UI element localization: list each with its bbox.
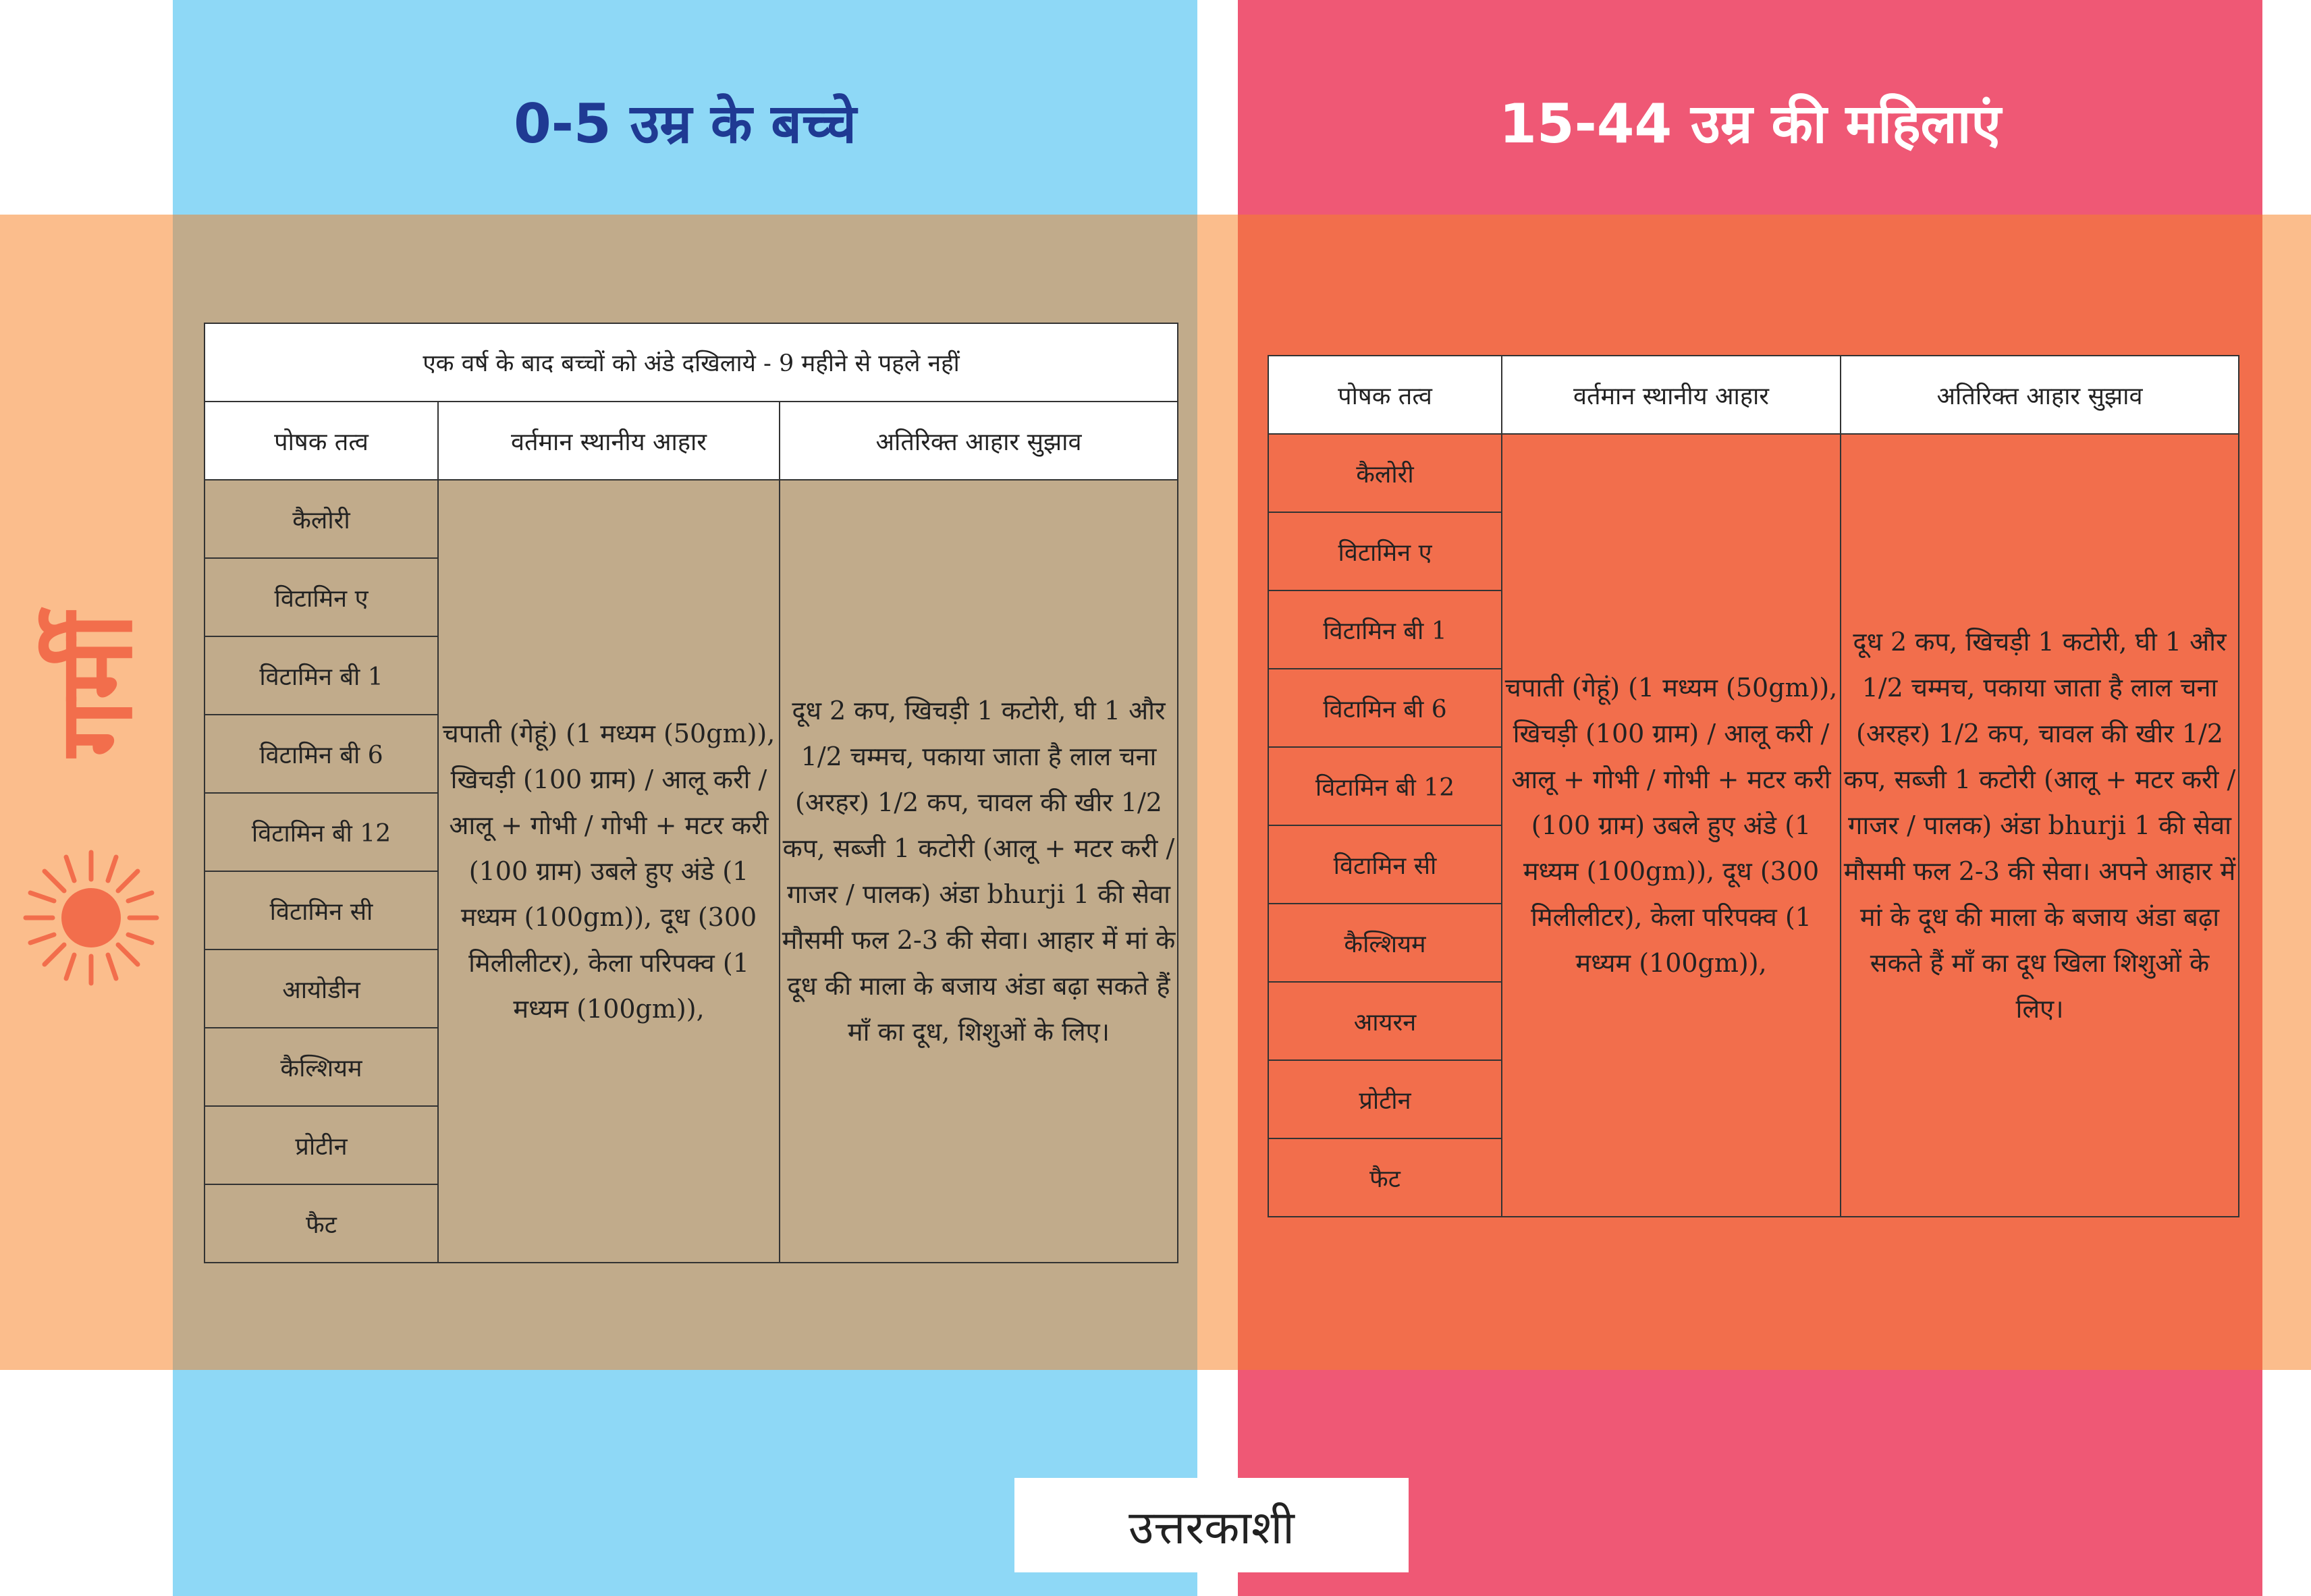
current-diet-cell: चपाती (गेहूं) (1 मध्यम (50gm)), खिचड़ी (100 ग्राम) / आलू करी / आलू + गोभी / गोभी + मटर करी (100 ग्राम) उबले हुए अंडे (1 मध्यम (100gm)), दूध (300 मिलीलीटर), केला परिपक्व (1 मध्यम (100gm)), bbox=[1502, 434, 1841, 1217]
nutrient-cell: विटामिन बी 6 bbox=[205, 715, 438, 793]
season-label bbox=[24, 587, 159, 783]
nutrient-cell: विटामिन बी 12 bbox=[205, 793, 438, 871]
nutrient-cell: विटामिन बी 1 bbox=[1268, 590, 1502, 669]
nutrient-cell: विटामिन ए bbox=[1268, 512, 1502, 590]
current-diet-cell: चपाती (गेहूं) (1 मध्यम (50gm)), खिचड़ी (100 ग्राम) / आलू करी / आलू + गोभी / गोभी + मटर करी (100 ग्राम) उबले हुए अंडे (1 मध्यम (100gm)), दूध (300 मिलीलीटर), केला परिपक्व (1 मध्यम (100gm)), bbox=[438, 480, 780, 1263]
table-row bbox=[1268, 434, 2239, 512]
nutrient-cell: प्रोटीन bbox=[205, 1106, 438, 1184]
nutrient-cell: विटामिन बी 12 bbox=[1268, 747, 1502, 825]
header-suggestion: अतिरिक्त आहार सुझाव bbox=[780, 402, 1178, 480]
table-banner: एक वर्ष के बाद बच्चों को अंडे दखिलाये - 9 महीने से पहले नहीं bbox=[205, 323, 1178, 402]
header-nutrient: पोषक तत्व bbox=[1268, 356, 1502, 434]
children-title: 0-5 उम्र के बच्चे bbox=[514, 92, 857, 155]
nutrient-cell: आयरन bbox=[1268, 982, 1502, 1060]
header-nutrient: पोषक तत्व bbox=[205, 402, 438, 480]
women-nutrition-table bbox=[1268, 355, 2239, 1217]
women-title: 15-44 उम्र की महिलाएं bbox=[1499, 92, 2001, 155]
table-header-row bbox=[1268, 356, 2239, 434]
suggestion-cell: दूध 2 कप, खिचड़ी 1 कटोरी, घी 1 और 1/2 चम्मच, पकाया जाता है लाल चना (अरहर) 1/2 कप, चावल की खीर 1/2 कप, सब्जी 1 कटोरी (आलू + मटर करी / गाजर / पालक) अंडा bhurji 1 की सेवा मौसमी फल 2-3 की सेवा। अपने आहार में मां के दूध की माला के बजाय अंडा बढ़ा सकते हैं माँ का दूध खिला शिशुओं के लिए। bbox=[1841, 434, 2239, 1217]
nutrient-cell: कैल्शियम bbox=[1268, 904, 1502, 982]
nutrient-cell: आयोडीन bbox=[205, 950, 438, 1028]
nutrient-cell: फैट bbox=[1268, 1138, 1502, 1217]
nutrient-cell: विटामिन सी bbox=[205, 871, 438, 950]
nutrient-cell: प्रोटीन bbox=[1268, 1060, 1502, 1138]
header-current-diet: वर्तमान स्थानीय आहार bbox=[438, 402, 780, 480]
table-header-row bbox=[205, 402, 1178, 480]
nutrient-cell: विटामिन बी 1 bbox=[205, 636, 438, 715]
table-row bbox=[205, 480, 1178, 558]
nutrient-cell: कैलोरी bbox=[205, 480, 438, 558]
suggestion-cell: दूध 2 कप, खिचड़ी 1 कटोरी, घी 1 और 1/2 चम्मच, पकाया जाता है लाल चना (अरहर) 1/2 कप, चावल की खीर 1/2 कप, सब्जी 1 कटोरी (आलू + मटर करी / गाजर / पालक) अंडा bhurji 1 की सेवा मौसमी फल 2-3 की सेवा। आहार में मां के दूध की माला के बजाय अंडा बढ़ा सकते हैं माँ का दूध, शिशुओं के लिए। bbox=[780, 480, 1178, 1263]
nutrient-cell: विटामिन ए bbox=[205, 558, 438, 636]
nutrient-cell: विटामिन बी 6 bbox=[1268, 669, 1502, 747]
nutrient-cell: विटामिन सी bbox=[1268, 825, 1502, 904]
sun-icon bbox=[20, 847, 162, 989]
header-current-diet: वर्तमान स्थानीय आहार bbox=[1502, 356, 1841, 434]
nutrient-cell: फैट bbox=[205, 1184, 438, 1263]
children-nutrition-table bbox=[204, 323, 1178, 1263]
location-label: उत्तरकाशी bbox=[1014, 1478, 1409, 1572]
season-label-text: गर्मी bbox=[37, 613, 155, 757]
header-suggestion: अतिरिक्त आहार सुझाव bbox=[1841, 356, 2239, 434]
nutrient-cell: कैलोरी bbox=[1268, 434, 1502, 512]
nutrient-cell: कैल्शियम bbox=[205, 1028, 438, 1106]
table-banner-row bbox=[205, 323, 1178, 402]
